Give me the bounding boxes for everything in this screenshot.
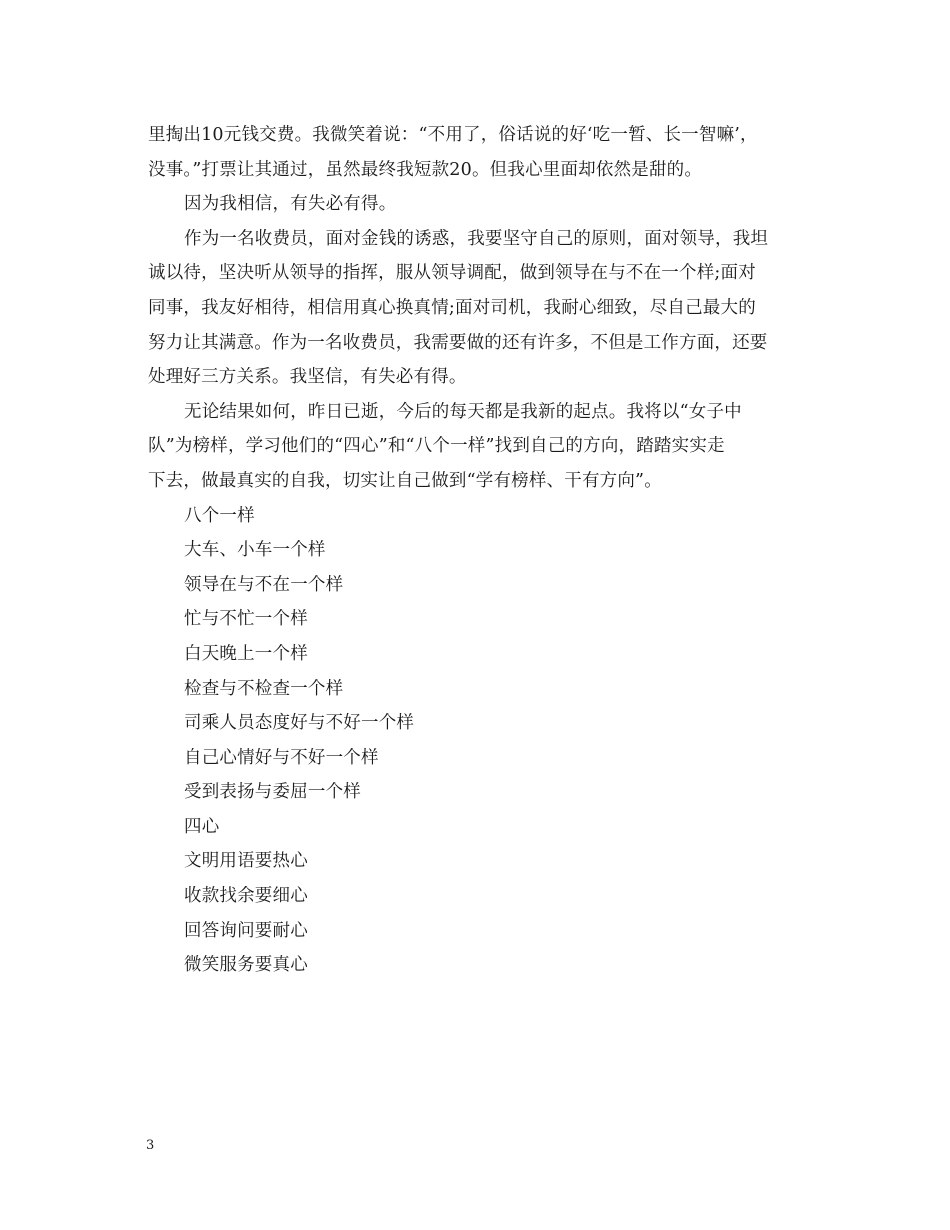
text-line: 作为一名收费员，面对金钱的诱惑，我要坚守自己的原则，面对领导，我坦 — [184, 228, 769, 249]
text-line: 没事。”打票让其通过，虽然最终我短款20。但我心里面却依然是甜的。 — [148, 159, 703, 180]
text-line: 下去，做最真实的自我，切实让自己做到“学有榜样、干有方向”。 — [148, 470, 662, 491]
list-item: 微笑服务要真心 — [184, 955, 308, 976]
list-item: 文明用语要热心 — [184, 851, 308, 872]
body-text — [148, 118, 828, 983]
list-item: 领导在与不在一个样 — [184, 574, 344, 595]
text-line: 无论结果如何，昨日已逝，今后的每天都是我新的起点。我将以“女子中 — [184, 401, 742, 422]
text-line: 因为我相信，有失必有得。 — [184, 194, 397, 215]
list-item: 自己心情好与不好一个样 — [184, 747, 379, 768]
list-item: 收款找余要细心 — [184, 886, 308, 907]
list-heading: 四心 — [184, 816, 220, 837]
text-line: 努力让其满意。作为一名收费员，我需要做的还有许多，不但是工作方面，还要 — [148, 332, 768, 353]
list-item: 大车、小车一个样 — [184, 540, 326, 561]
text-line: 同事，我友好相待，相信用真心换真情;面对司机，我耐心细致，尽自己最大的 — [148, 297, 756, 318]
page-number: 3 — [146, 1138, 155, 1153]
list-item: 司乘人员态度好与不好一个样 — [184, 713, 415, 734]
list-item: 受到表扬与委屈一个样 — [184, 782, 361, 803]
text-line: 队”为榜样，学习他们的“四心”和“八个一样”找到自己的方向，踏踏实实走 — [148, 436, 725, 457]
text-line: 里掏出10元钱交费。我微笑着说：“不用了，俗话说的好‘吃一暂、长一智嘛’， — [148, 125, 758, 145]
list-item: 回答询问要耐心 — [184, 920, 308, 941]
text-line: 处理好三方关系。我坚信，有失必有得。 — [148, 367, 467, 388]
list-heading: 八个一样 — [184, 505, 255, 526]
text-line: 诚以待，坚决听从领导的指挥，服从领导调配，做到领导在与不在一个样;面对 — [148, 263, 756, 284]
list-item: 白天晚上一个样 — [184, 643, 308, 664]
list-item: 检查与不检查一个样 — [184, 678, 344, 699]
list-item: 忙与不忙一个样 — [184, 609, 308, 630]
